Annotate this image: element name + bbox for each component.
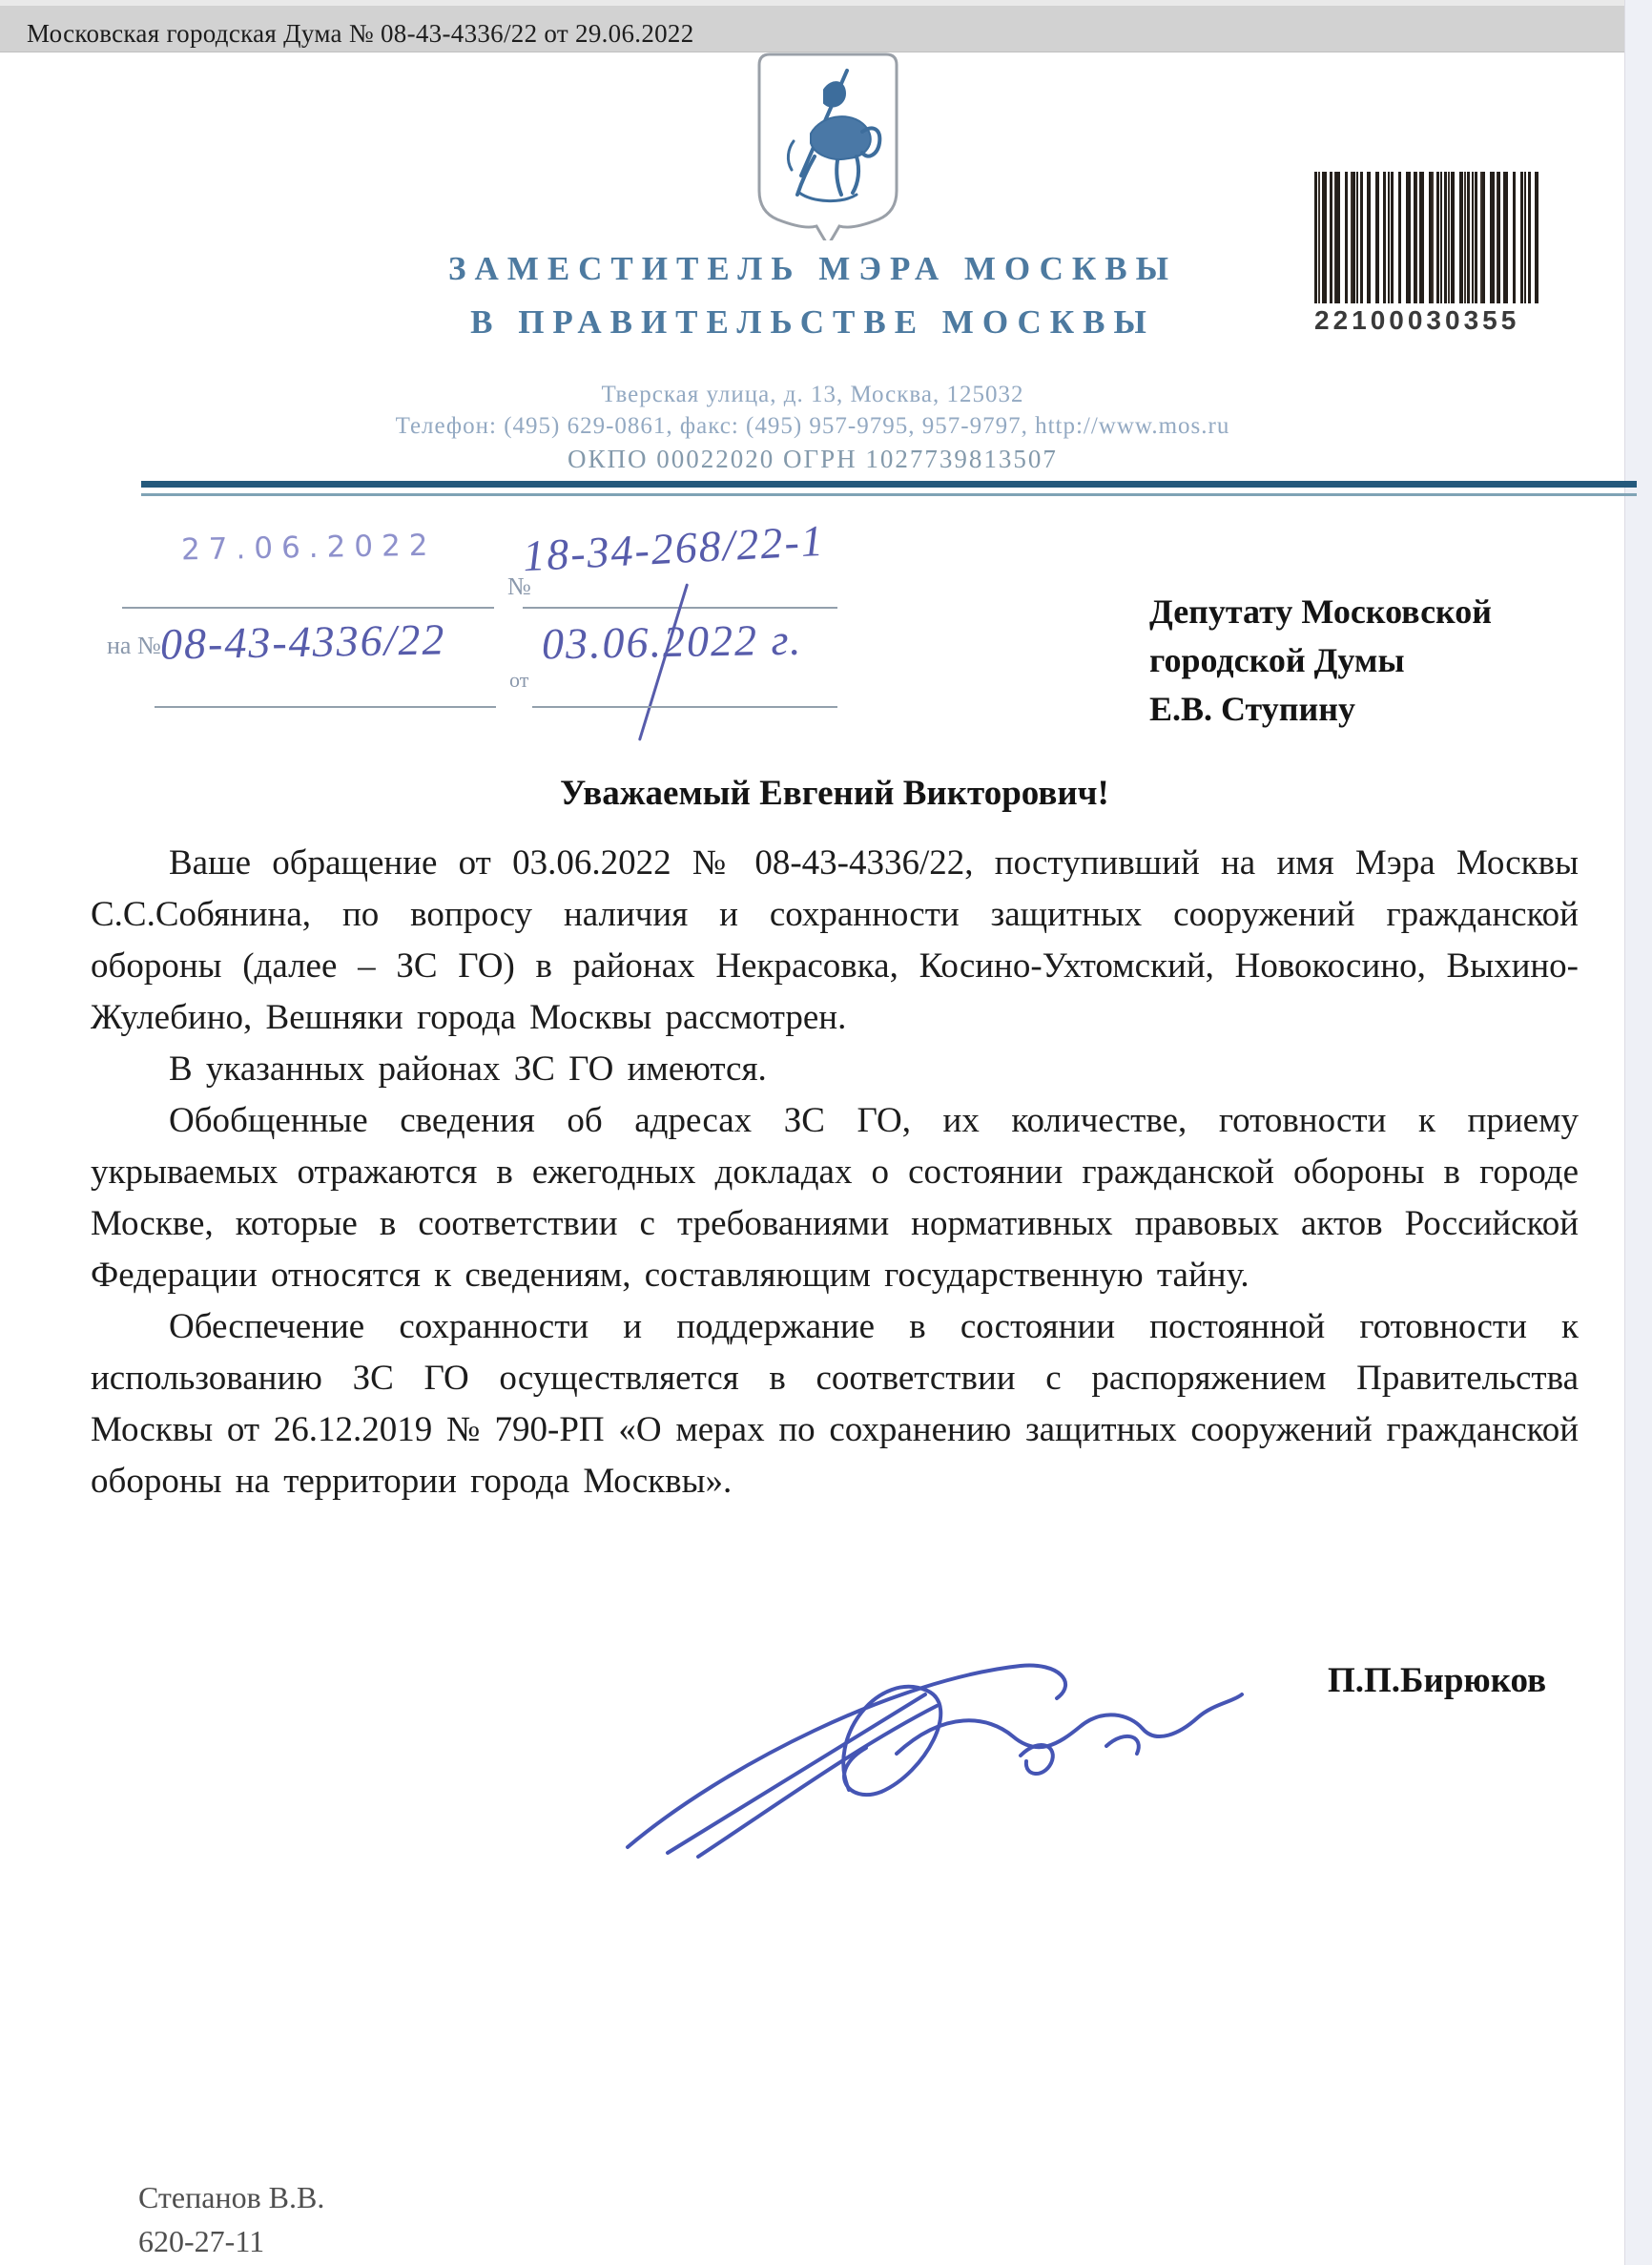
recipient-block — [1149, 588, 1588, 734]
letter-body — [91, 838, 1579, 1507]
body-paragraph: Обеспечение сохранности и поддержание в состоянии постоянной готовности к использованию ЗС ГО осуществляется в соответствии с распоряжением Правительства Москвы от 26.12.2019 № 790-РП «О мерах по сохранению защитных сооружений гражданской обороны на территории города Москвы». — [91, 1307, 1579, 1501]
topbar-title: Московская городская Дума № 08-43-4336/22 от 29.06.2022 — [27, 19, 694, 48]
barcode — [1314, 172, 1543, 303]
org-title-line2: В ПРАВИТЕЛЬСТВЕ МОСКВЫ — [470, 303, 1155, 341]
incoming-number-handwritten: 08-43-4336/22 — [159, 614, 446, 669]
footer-block — [138, 2175, 324, 2263]
recipient-line: Депутату Московской — [1149, 592, 1493, 631]
signer-name: П.П.Бирюков — [1328, 1661, 1547, 1700]
page-right-margin — [1624, 0, 1652, 2265]
incoming-date-handwritten: 03.06.2022 г. — [541, 614, 803, 669]
footer-executor: Степанов В.В. — [138, 2180, 325, 2214]
header-rule-thick — [141, 481, 1637, 488]
org-title-line1: ЗАМЕСТИТЕЛЬ МЭРА МОСКВЫ — [448, 250, 1177, 287]
org-address: Тверская улица, д. 13, Москва, 125032 — [601, 382, 1024, 407]
body-paragraph: В указанных районах ЗС ГО имеются. — [169, 1049, 767, 1089]
signature-autograph — [610, 1603, 1259, 1875]
incoming-number-label: на № — [107, 632, 161, 659]
registration-date-stamp: 27.06.2022 — [180, 528, 437, 568]
body-paragraph: Ваше обращение от 03.06.2022 № 08-43-4336/22, поступивший на имя Мэра Москвы С.С.Собянина, по вопросу наличия и сохранности защитных сооружений гражданской обороны (далее – ЗС ГО) в районах Некрасовка, Косино-Ухтомский, Новокосино, Выхино-Жулебино, Вешняки города Москвы рассмотрен. — [91, 843, 1579, 1037]
reference-underline — [155, 706, 496, 708]
header-rule-thin — [141, 493, 1637, 496]
of-label: от — [509, 668, 529, 692]
number-label: № — [507, 572, 531, 600]
reference-underline — [532, 706, 837, 708]
footer-phone: 620-27-11 — [138, 2224, 265, 2258]
moscow-coat-of-arms-icon — [750, 50, 906, 245]
recipient-line: городской Думы — [1149, 641, 1405, 679]
recipient-line: Е.В. Ступину — [1149, 690, 1355, 728]
barcode-number: 22100030355 — [1314, 305, 1520, 335]
salutation: Уважаемый Евгений Викторович! — [560, 774, 1109, 813]
outgoing-number-handwritten: 18-34-268/22-1 — [521, 515, 826, 581]
org-registration: ОКПО 00022020 ОГРН 1027739813507 — [568, 445, 1058, 473]
viewer-topbar — [0, 0, 1625, 52]
body-paragraph: Обобщенные сведения об адресах ЗС ГО, их количестве, готовности к приему укрываемых отражаются в ежегодных докладах о состоянии гражданской обороны в городе Москве, которые в соответствии с требованиями нормативных правовых актов Российской Федерации относятся к сведениям, составляющим государственную тайну. — [91, 1101, 1579, 1295]
reference-underline — [122, 607, 494, 609]
org-contacts: Телефон: (495) 629-0861, факс: (495) 957-9795, 957-9797, http://www.mos.ru — [395, 413, 1230, 439]
